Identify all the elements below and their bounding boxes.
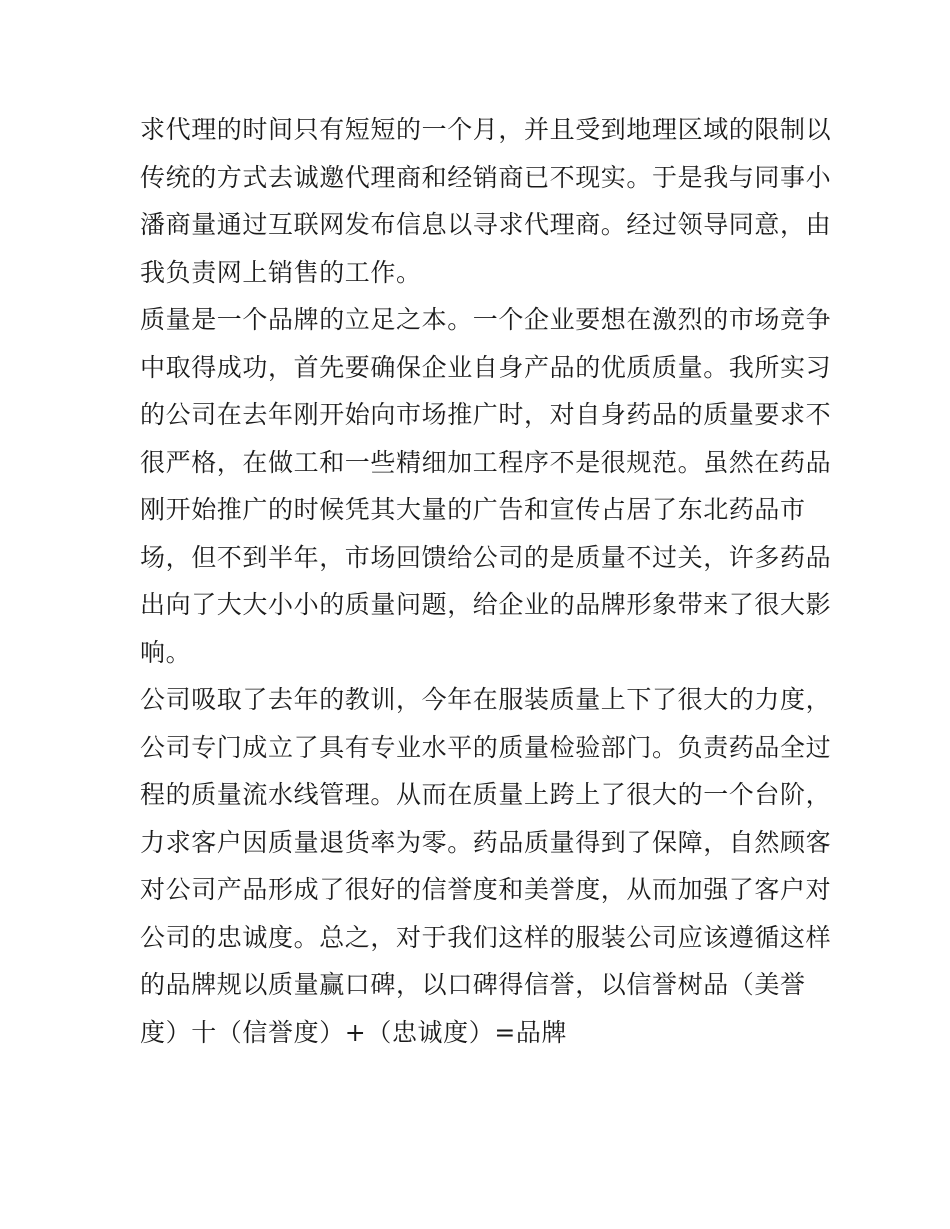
paragraph-3 (140, 676, 832, 1056)
text-line: 场，但不到半年，市场回馈给公司的是质量不过关，许多药品 (140, 542, 832, 572)
text-line: 潘商量通过互联网发布信息以寻求代理商。经过领导同意，由 (140, 210, 832, 239)
text-line: 公司专门成立了具有专业水平的质量检验部门。负责药品全过 (140, 732, 832, 762)
text-line: 的公司在去年刚开始向市场推广时，对自身药品的质量要求不 (140, 400, 832, 429)
text-line: 求代理的时间只有短短的一个月，并且受到地理区域的限制以 (140, 115, 832, 144)
text-line: 力求客户因质量退货率为零。药品质量得到了保障，自然顾客 (140, 827, 832, 857)
text-line: 出向了大大小小的质量问题，给企业的品牌形象带来了很大影 (140, 590, 832, 619)
text-line: 公司吸取了去年的教训，今年在服装质量上下了很大的力度， (140, 685, 832, 714)
text-line: 传统的方式去诚邀代理商和经销商已不现实。于是我与同事小 (140, 162, 832, 192)
text-line: 度）十（信誉度）+（忠诚度）=品牌 (140, 1017, 568, 1047)
text-line: 质量是一个品牌的立足之本。一个企业要想在激烈的市场竞争 (140, 305, 832, 334)
text-line: 对公司产品形成了很好的信誉度和美誉度，从而加强了客户对 (140, 875, 832, 904)
text-line: 程的质量流水线管理。从而在质量上跨上了很大的一个台阶， (140, 780, 832, 809)
text-line: 刚开始推广的时候凭其大量的广告和宣传占居了东北药品市 (140, 495, 806, 524)
paragraph-2 (140, 296, 832, 676)
text-line: 中取得成功，首先要确保企业自身产品的优质质量。我所实习 (140, 352, 832, 382)
text-line: 我负责网上销售的工作。 (140, 257, 422, 287)
text-line: 的品牌规以质量赢口碑，以口碑得信誉，以信誉树品（美誉 (140, 970, 806, 999)
text-line: 公司的忠诚度。总之，对于我们这样的服装公司应该遵循这样 (140, 922, 832, 952)
paragraph-1 (140, 106, 832, 296)
document-body (140, 106, 832, 1056)
text-line: 响。 (140, 637, 192, 667)
text-line: 很严格，在做工和一些精细加工程序不是很规范。虽然在药品 (140, 447, 832, 477)
